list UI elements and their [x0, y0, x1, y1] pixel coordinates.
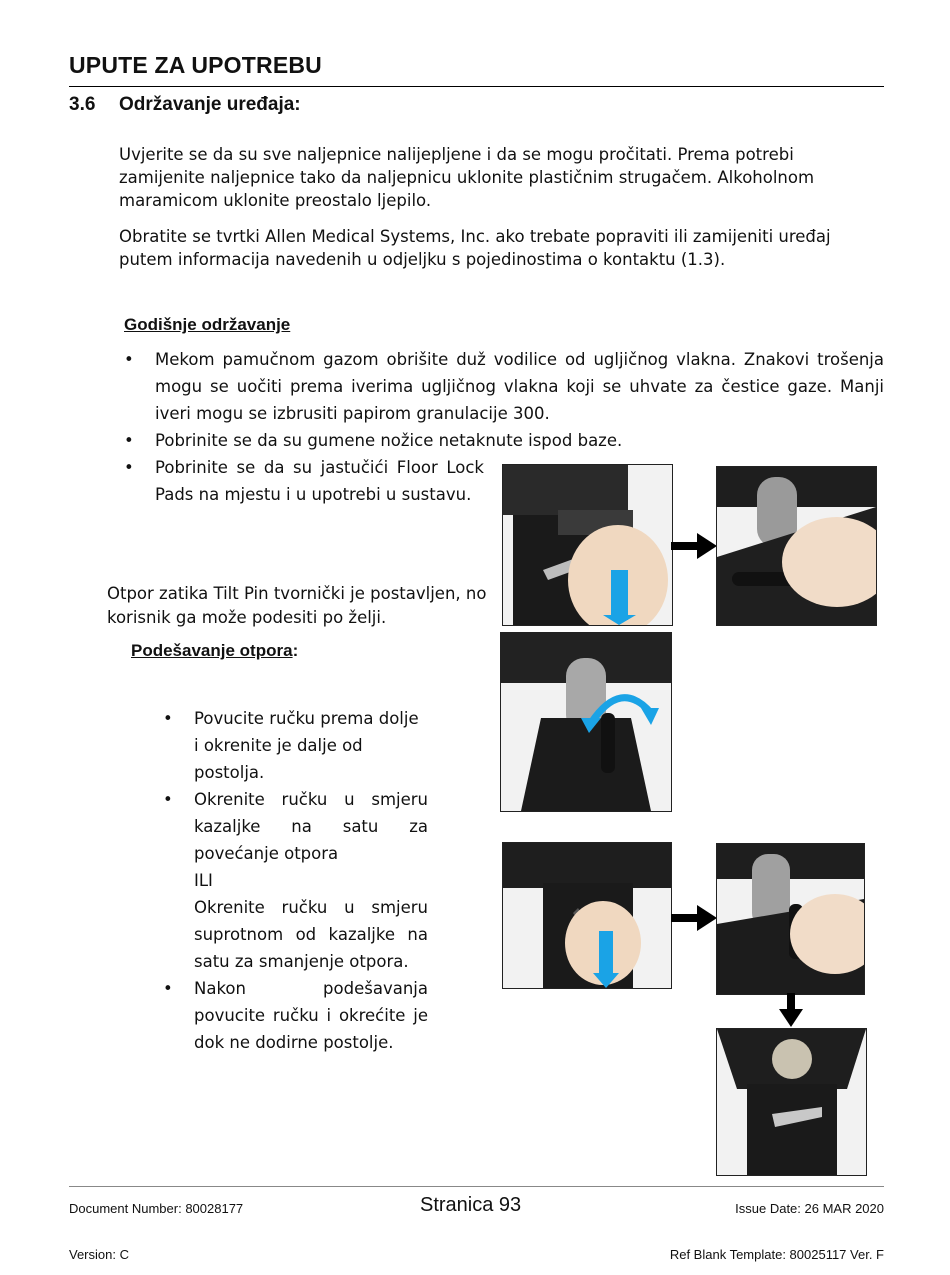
footer-issue-date: Issue Date: 26 MAR 2020 [735, 1201, 884, 1216]
photo-rotate-handle [500, 632, 672, 812]
annual-list-bottom [124, 454, 484, 508]
annual-list-top [124, 346, 884, 454]
section-number: 3.6 [69, 94, 96, 115]
adjust-item-pull: • Povucite ručku prema dolje i okrenite je dalje od postolja. [163, 705, 428, 786]
intro-paragraph-contact: Obratite se tvrtki Allen Medical Systems, Inc. ako trebate popraviti ili zamijeniti uređaj putem informacija navedenih u odjeljku s pojedinostima o kontaktu (1.3). [119, 227, 831, 269]
adjust-heading-colon: : [292, 641, 299, 660]
footer-document-number: Document Number: 80028177 [69, 1201, 244, 1216]
adjust-item-clockwise [163, 786, 428, 975]
arrow-down-icon [779, 993, 803, 1027]
adjust-item-clockwise-text: Okrenite ručku u smjeru kazaljke na satu za povećanje otpora [194, 790, 428, 863]
adjust-heading-wrap [131, 641, 298, 661]
tilt-pin-note: Otpor zatika Tilt Pin tvornički je postavljen, no korisnik ga može podesiti po želji. [107, 584, 487, 627]
photo-handle-stowed [716, 1028, 867, 1176]
adjust-item-after: • Nakon podešavanja povucite ručku i okrećite je dok ne dodirne postolje. [163, 975, 428, 1056]
document-header-title: UPUTE ZA UPOTREBU [69, 52, 322, 78]
adjust-list [163, 705, 428, 1056]
footer-page-number: Stranica 93 [420, 1194, 522, 1216]
photo-pull-handle-adjust [502, 842, 672, 989]
arrow-right-icon [671, 533, 717, 559]
annual-item-floor-lock: • Pobrinite se da su jastučići Floor Lock Pads na mjestu i u upotrebi u sustavu. [124, 454, 484, 508]
intro-paragraph-labels: Uvjerite se da su sve naljepnice nalijepljene i da se mogu pročitati. Prema potrebi zamijenite naljepnice tako da naljepnicu uklonite plastičnim strugačem. Alkoholnom maramicom uklonite preostalo ljepilo. [119, 145, 815, 210]
annual-item-rubber-feet: • Pobrinite se da su gumene nožice netaknute ispod baze. [124, 427, 884, 454]
adjust-or-text: Okrenite ručku u smjeru suprotnom od kazaljke na satu za smanjenje otpora. [194, 898, 428, 971]
footer-divider [69, 1186, 884, 1187]
footer-template: Ref Blank Template: 80025117 Ver. F [669, 1247, 884, 1262]
footer-version: Version: C [69, 1247, 129, 1262]
adjust-heading: Podešavanje otpora [131, 641, 293, 660]
photo-pull-handle [502, 464, 673, 626]
annual-item-wipe: • Mekom pamučnom gazom obrišite duž vodilice od ugljičnog vlakna. Znakovi trošenja mogu se uočiti prema iverima ugljičnog vlakna koji se uhvate za čestice gaze. Manji iveri mogu se izbrusiti papirom granulacije 300. [124, 346, 884, 427]
header-divider [69, 86, 884, 87]
adjust-or-label: ILI [194, 871, 213, 890]
photo-handle-up [716, 843, 865, 995]
annual-maintenance-heading: Godišnje održavanje [124, 315, 291, 334]
photo-handle-rotated [716, 466, 877, 626]
section-title: Održavanje uređaja: [119, 94, 301, 115]
arrow-right-icon [671, 905, 717, 931]
